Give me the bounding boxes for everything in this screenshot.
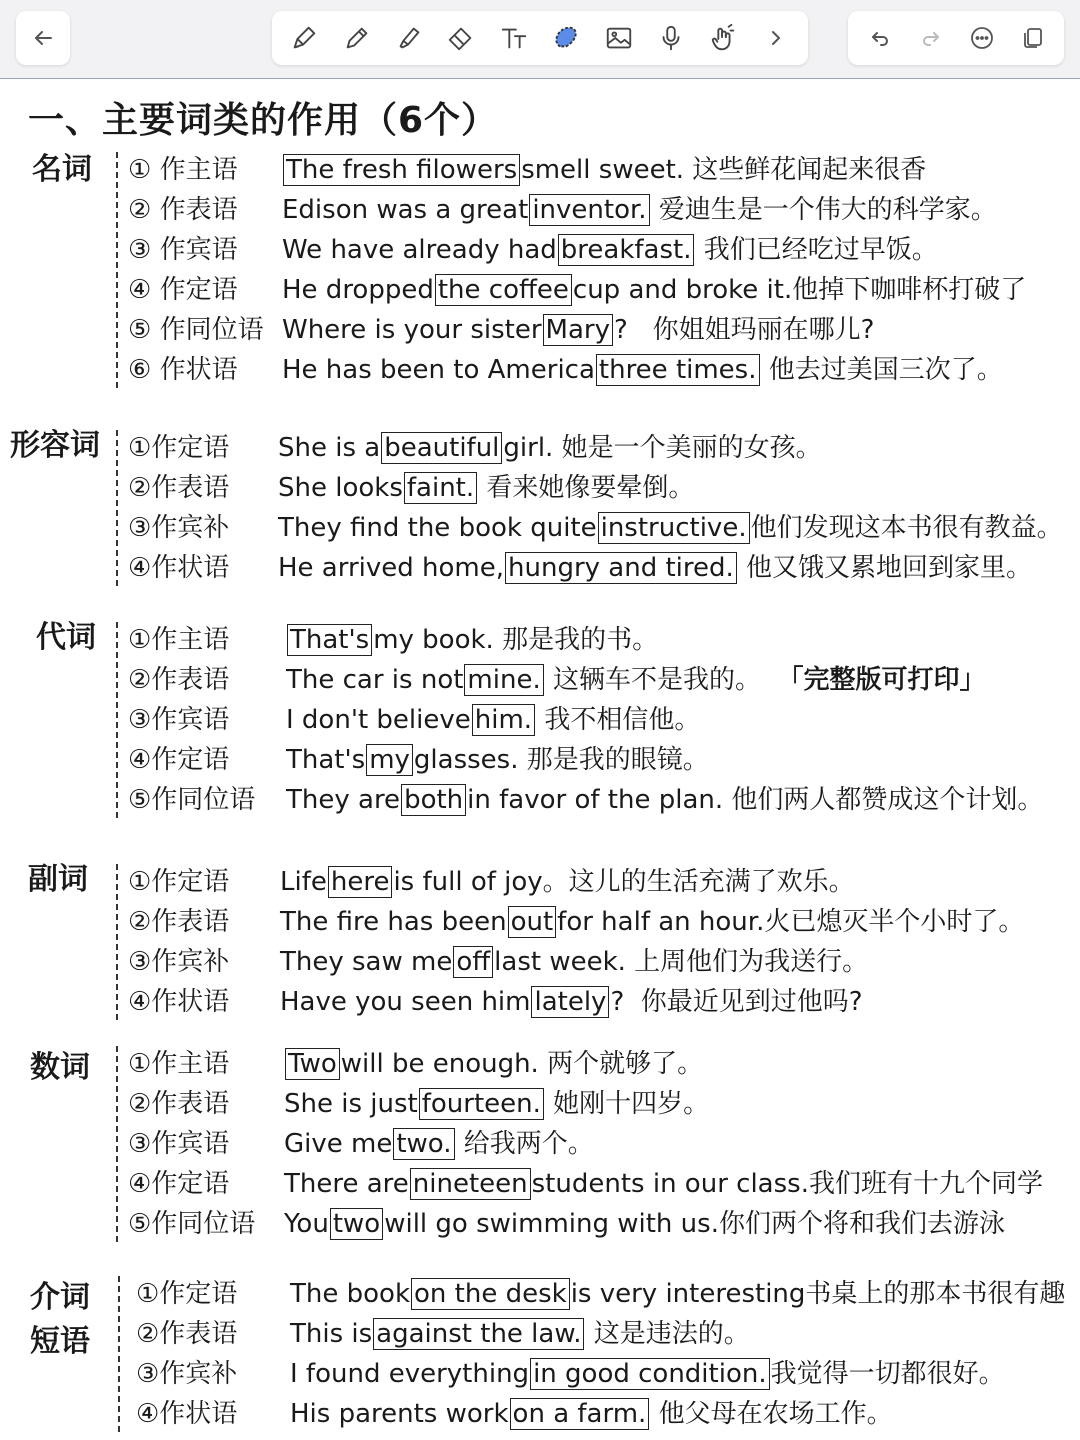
sentence-before: She is just [284, 1089, 418, 1119]
example-sentence [286, 780, 1043, 820]
grammar-role: ③作宾语 [128, 705, 230, 735]
example-sentence [284, 1164, 1043, 1204]
grammar-role: ③作宾补 [128, 513, 230, 543]
grammar-role: ④作状语 [136, 1399, 238, 1429]
example-sentence [278, 508, 1063, 548]
sentence-before: I don't believe [286, 705, 471, 735]
example-sentence [280, 862, 855, 902]
sentence-after: 他又饿又累地回到家里。 [737, 553, 1033, 583]
example-sentence [280, 902, 1024, 942]
highlighted-word: three times. [596, 354, 760, 386]
sentence-after: smell sweet. 这些鲜花闻起来很香 [521, 155, 927, 185]
section-adverb [0, 858, 1080, 1024]
example-sentence [290, 1394, 893, 1434]
sentence-before: There are [284, 1169, 409, 1199]
grammar-role: ②作表语 [136, 1319, 238, 1349]
sentence-before: She is a [278, 433, 381, 463]
section-divider [116, 622, 118, 818]
highlighted-word: my [366, 744, 413, 776]
sentence-after: for half an hour.火已熄灭半个小时了。 [557, 907, 1025, 937]
example-sentence [284, 1044, 703, 1084]
grammar-role: ① 作主语 [128, 155, 238, 185]
sentence-before: We have already had [282, 235, 557, 265]
pencil-tool-button[interactable] [337, 18, 377, 58]
microphone-tool-button[interactable] [651, 18, 691, 58]
top-toolbar [0, 0, 1080, 79]
example-sentence [282, 190, 997, 230]
grammar-role: ②作表语 [128, 1089, 230, 1119]
highlighter-icon [394, 23, 424, 53]
grammar-role: ②作表语 [128, 665, 230, 695]
image-icon [604, 23, 634, 53]
sentence-after: will go swimming with us.你们两个将和我们去游泳 [384, 1209, 1005, 1239]
example-sentence [290, 1314, 750, 1354]
example-sentence [284, 1084, 709, 1124]
sentence-after: 给我两个。 [455, 1129, 594, 1159]
section-label: 副词 [28, 862, 88, 897]
sentence-after: in favor of the plan. 他们两人都赞成这个计划。 [467, 785, 1044, 815]
sentence-after: 她刚十四岁。 [544, 1089, 710, 1119]
sentence-before: The fire has been [280, 907, 507, 937]
example-sentence [278, 548, 1032, 588]
highlighted-word: here [328, 866, 393, 898]
grammar-role: ② 作表语 [128, 195, 238, 225]
sentence-before: The book [290, 1279, 410, 1309]
example-sentence [286, 700, 700, 740]
section-divider [116, 864, 118, 1020]
pages-button[interactable] [1013, 18, 1053, 58]
more-tools-button[interactable] [756, 18, 796, 58]
sentence-before: Where is your sister [282, 315, 542, 345]
grammar-role: ③ 作宾语 [128, 235, 238, 265]
sentence-after: 他父母在农场工作。 [650, 1399, 893, 1429]
undo-icon [868, 26, 892, 50]
sentence-before: They find the book quite [278, 513, 597, 543]
example-sentence [284, 1124, 594, 1164]
example-sentence [284, 1204, 1005, 1244]
highlighted-word: on the desk [411, 1278, 570, 1310]
sentence-after: 我觉得一切都很好。 [770, 1359, 1005, 1389]
section-divider [116, 152, 118, 388]
section-divider [116, 430, 118, 586]
grammar-role: ②作表语 [128, 473, 230, 503]
grammar-role: ①作主语 [128, 1049, 230, 1079]
more-options-button[interactable] [962, 18, 1002, 58]
sentence-after: 我们已经吃过早饭。 [695, 235, 938, 265]
drawing-tools [272, 11, 808, 65]
highlighted-word: fourteen. [419, 1088, 544, 1120]
grammar-role: ④作定语 [128, 1169, 230, 1199]
example-sentence [280, 982, 863, 1022]
example-sentence [282, 270, 1026, 310]
highlighted-word: beautiful [381, 432, 502, 464]
sentence-after: 他们发现这本书很有教益。 [750, 513, 1063, 543]
highlighted-word: two [330, 1208, 383, 1240]
highlighted-word: two. [393, 1128, 454, 1160]
lasso-icon [551, 23, 581, 53]
sentence-after: ? 你最近见到过他吗? [610, 987, 863, 1017]
microphone-icon [656, 23, 686, 53]
highlighted-word: lately [531, 986, 609, 1018]
chevron-right-icon [764, 26, 788, 50]
example-sentence [286, 660, 986, 700]
grammar-role: ①作定语 [128, 433, 230, 463]
text-icon [499, 23, 529, 53]
highlighted-word: breakfast. [558, 234, 695, 266]
section-prepositional-phrase [0, 1270, 1080, 1436]
example-sentence [290, 1274, 1065, 1314]
text-tool-button[interactable] [494, 18, 534, 58]
hand-pointer-icon [708, 23, 738, 53]
section-label: 数词 [30, 1050, 90, 1085]
printable-tag: 「完整版可打印」 [777, 665, 986, 695]
note-page[interactable] [0, 80, 1080, 1440]
sentence-before: His parents work [290, 1399, 509, 1429]
grammar-role: ①作主语 [128, 625, 230, 655]
grammar-role: ⑤作同位语 [128, 785, 256, 815]
example-sentence [278, 468, 694, 508]
highlighted-word: against the law. [373, 1318, 584, 1350]
sentence-after: is very interesting书桌上的那本书很有趣 [570, 1279, 1066, 1309]
highlighted-word: That's [287, 624, 372, 656]
sentence-after: will be enough. 两个就够了。 [340, 1049, 704, 1079]
pen-icon [289, 23, 319, 53]
sentence-before: She looks [278, 473, 403, 503]
highlighted-word: Mary [543, 314, 613, 346]
grammar-role: ④作定语 [128, 745, 230, 775]
example-sentence [290, 1354, 1005, 1394]
lasso-tool-button[interactable] [546, 18, 586, 58]
grammar-role: ④ 作定语 [128, 275, 238, 305]
sentence-before: The car is not [286, 665, 464, 695]
grammar-role: ①作定语 [128, 867, 230, 897]
sentence-after: ? 你姐姐玛丽在哪儿? [613, 315, 875, 345]
sentence-before: He arrived home, [278, 553, 505, 583]
section-pronoun [0, 616, 1080, 822]
section-label: 形容词 [10, 428, 100, 463]
grammar-role: ⑤ 作同位语 [128, 315, 264, 345]
highlighted-word: hungry and tired. [505, 552, 737, 584]
highlighted-word: nineteen [410, 1168, 531, 1200]
sentence-after: girl. 她是一个美丽的女孩。 [503, 433, 822, 463]
highlighted-word: off [453, 946, 493, 978]
sentence-before: He has been to America [282, 355, 595, 385]
sentence-after: 爱迪生是一个伟大的科学家。 [650, 195, 997, 225]
highlighted-word: faint. [404, 472, 477, 504]
sentence-after: 看来她像要晕倒。 [478, 473, 695, 503]
highlighted-word: him. [472, 704, 535, 736]
action-group [848, 11, 1064, 65]
undo-button[interactable] [860, 18, 900, 58]
sentence-before: Give me [284, 1129, 393, 1159]
grammar-role: ③作宾语 [128, 1129, 230, 1159]
highlighted-word: inventor. [529, 194, 649, 226]
grammar-role: ②作表语 [128, 907, 230, 937]
example-sentence [280, 942, 868, 982]
sentence-before: He dropped [282, 275, 434, 305]
example-sentence [286, 620, 658, 660]
section-noun [0, 146, 1080, 392]
sentence-after: is full of joy。这儿的生活充满了欢乐。 [393, 867, 855, 897]
sentence-after: 他去过美国三次了。 [760, 355, 1003, 385]
highlighted-word: both [401, 784, 466, 816]
sentence-after: my book. 那是我的书。 [373, 625, 659, 655]
sentence-before: Have you seen him [280, 987, 531, 1017]
page-title: 一、主要词类的作用（6个） [28, 100, 499, 141]
section-numeral [0, 1040, 1080, 1246]
highlighted-word: Two [285, 1048, 340, 1080]
grammar-role: ③作宾补 [128, 947, 230, 977]
highlighted-word: instructive. [598, 512, 750, 544]
sentence-before: Life [280, 867, 327, 897]
image-tool-button[interactable] [599, 18, 639, 58]
pen-tool-button[interactable] [284, 18, 324, 58]
example-sentence [282, 150, 926, 190]
highlighted-word: in good condition. [530, 1358, 770, 1390]
pencil-icon [342, 23, 372, 53]
example-sentence [282, 230, 938, 270]
grammar-role: ⑤作同位语 [128, 1209, 256, 1239]
grammar-role: ④作状语 [128, 987, 230, 1017]
sentence-before: You [284, 1209, 329, 1239]
back-arrow-icon [31, 26, 55, 50]
sentence-before: I found everything [290, 1359, 530, 1389]
section-label: 名词 [32, 152, 92, 187]
sentence-after: last week. 上周他们为我送行。 [494, 947, 869, 977]
section-adjective [0, 424, 1080, 590]
sentence-before: They are [286, 785, 401, 815]
sentence-after: 这辆车不是我的。 [544, 665, 778, 695]
sentence-after: 这是违法的。 [585, 1319, 750, 1349]
highlighted-word: out [508, 906, 557, 938]
hand-tool-button[interactable] [703, 18, 743, 58]
back-button[interactable] [23, 18, 63, 58]
section-divider [118, 1276, 120, 1432]
highlighted-word: the coffee [435, 274, 572, 306]
section-label: 介词 短语 [30, 1280, 90, 1359]
sentence-after: 我不相信他。 [536, 705, 701, 735]
redo-icon [919, 26, 943, 50]
eraser-icon [446, 23, 476, 53]
highlighted-word: The fresh filowers [283, 154, 520, 186]
grammar-role: ④作状语 [128, 553, 230, 583]
grammar-role: ⑥ 作状语 [128, 355, 238, 385]
section-label: 代词 [36, 620, 96, 655]
sentence-after: glasses. 那是我的眼镜。 [413, 745, 709, 775]
sentence-before: That's [286, 745, 366, 775]
highlighted-word: mine. [464, 664, 543, 696]
example-sentence [282, 310, 874, 350]
sentence-after: students in our class.我们班有十九个同学 [531, 1169, 1043, 1199]
pages-icon [1021, 26, 1045, 50]
example-sentence [282, 350, 1003, 390]
highlighted-word: on a farm. [510, 1398, 650, 1430]
redo-button[interactable] [911, 18, 951, 58]
ellipsis-circle-icon [970, 26, 994, 50]
example-sentence [286, 740, 709, 780]
eraser-tool-button[interactable] [441, 18, 481, 58]
sentence-after: cup and broke it.他掉下咖啡杯打破了 [572, 275, 1027, 305]
grammar-role: ①作定语 [136, 1279, 238, 1309]
example-sentence [278, 428, 822, 468]
section-divider [116, 1046, 118, 1242]
sentence-before: This is [290, 1319, 373, 1349]
sentence-before: They saw me [280, 947, 453, 977]
sentence-before: Edison was a great [282, 195, 529, 225]
grammar-role: ③作宾补 [136, 1359, 238, 1389]
highlighter-tool-button[interactable] [389, 18, 429, 58]
back-group [16, 11, 70, 65]
